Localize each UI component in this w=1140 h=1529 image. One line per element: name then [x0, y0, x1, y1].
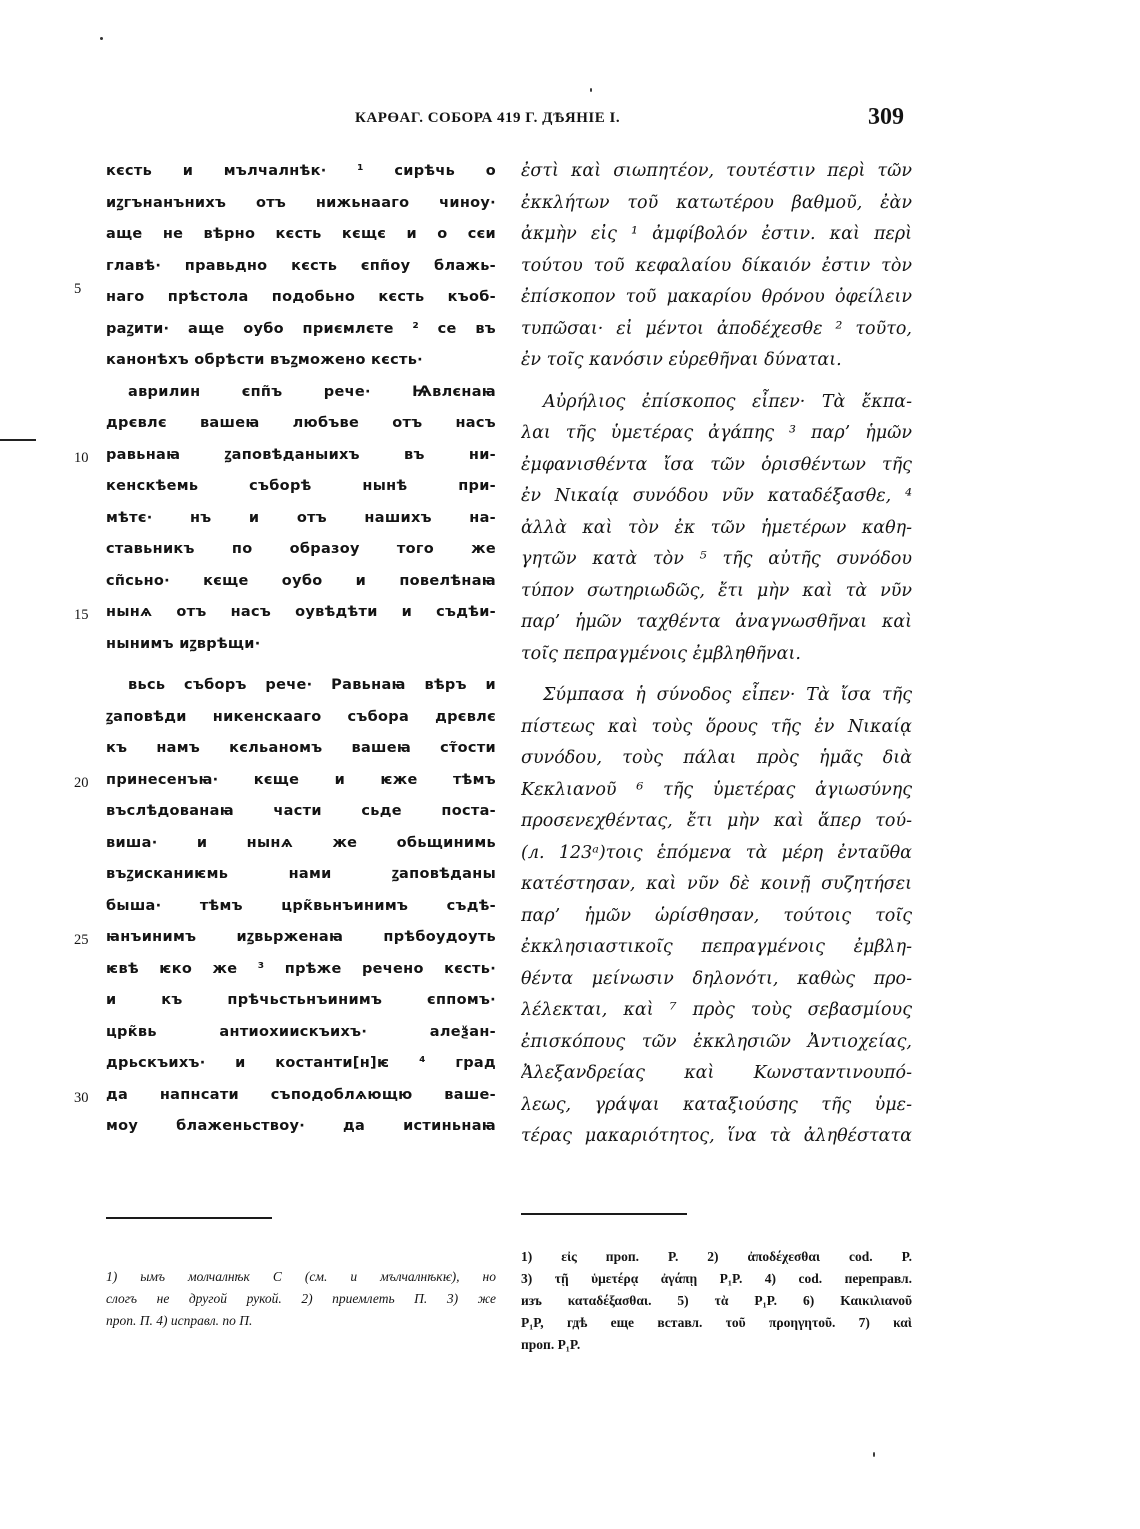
- text-line: въꙁисканиѥмь нами ꙁаповѣданы: [106, 866, 496, 882]
- footnote-line: проп. P₁P.: [521, 1337, 581, 1352]
- footnote-line: 1) ымъ молчалнѣк С (см. и мълчалнѣкѥ), но: [106, 1269, 496, 1284]
- text-line: λέλεκται, καὶ ⁷ πρὸς τοὺς σεβασμίους: [521, 1000, 912, 1020]
- text-line: и къ прѣчьстьнъинимъ єппомъ·: [106, 992, 496, 1008]
- text-line: въслѣдованаꙗ части сьде поста-: [106, 803, 496, 819]
- text-line: вьсь съборъ рече· Равьнаꙗ вѣръ и: [128, 677, 496, 693]
- text-line: быша· тѣмъ црк̃вьнъинимъ съдѣ-: [106, 897, 496, 914]
- text-line: παρ’ ἡμῶν ὡρίσθησαν, τούτοις τοῖς: [521, 905, 912, 926]
- text-line: κατέστησαν, καὶ νῦν δὲ κοινῇ συζητήσει: [521, 874, 912, 894]
- text-line: ἀλλὰ καὶ τὸν ἐκ τῶν ἡμετέρων καθη-: [521, 517, 912, 538]
- footnote-rule-right: [521, 1213, 687, 1215]
- text-line: ἐκκλήτων τοῦ κατωτέρου βαθμοῦ, ἐὰν: [521, 192, 912, 213]
- footnote-line: P₁P, гдѣ еще вставл. τοῦ προηγητοῦ. 7) καὶ: [521, 1315, 912, 1330]
- text-line: Κεκλιανοῦ ⁶ τῆς ὑμετέρας ἁγιωσύνης: [521, 779, 912, 800]
- text-line: раꙁити· аще оубо приємлєте ² се въ: [106, 320, 496, 337]
- slavonic-column: [106, 156, 496, 1143]
- text-line: (л. 123ᵃ)τοις ἑπόμενα τὰ μέρη ἐνταῦθα: [521, 842, 912, 863]
- text-line: иꙁгънанънихъ отъ нижьнааго чиноу·: [106, 194, 496, 211]
- text-line: канонѣхъ обрѣсти въꙁможено кєсть·: [106, 352, 423, 368]
- text-line: црк̃вь антиохиискъихъ· алеѯан-: [106, 1023, 496, 1040]
- footnote-line: 3) τῇ ὑμετέρᾳ ἀγάπῃ P₁P. 4) cod. переправл.: [521, 1271, 912, 1286]
- text-line: ѥвѣ ѥко же ³ прѣже речено кєсть·: [106, 960, 496, 977]
- text-line: главѣ· правьдно кєсть єпп̃оу блажь-: [106, 257, 496, 274]
- text-line: γητῶν κατὰ τὸν ⁵ τῆς αὐτῆς συνόδου: [521, 549, 912, 569]
- text-line: равьнаꙗ ꙁаповѣданыихъ въ ни-: [106, 446, 496, 463]
- text-line: ἐν Νικαίᾳ συνόδου νῦν καταδέξασθε, ⁴: [521, 486, 912, 506]
- text-line: λαι τῆς ὑμετέρας ἀγάπης ³ παρ’ ἡμῶν: [521, 423, 912, 443]
- text-line: да напнсати съподоблѧющю ваше-: [106, 1086, 496, 1103]
- text-line: ἐπισκόπους τῶν ἐκκλησιῶν Ἀντιοχείας,: [521, 1031, 912, 1052]
- footnotes-left: [106, 1266, 496, 1332]
- text-line: Σύμπασα ἡ σύνοδος εἶπεν· Τὰ ἴσα τῆς: [543, 685, 912, 705]
- text-line: ставьникъ по образоу того же: [106, 541, 496, 557]
- scan-speck: [100, 37, 103, 40]
- text-line: дрєвлє вашеꙗ любъве отъ насъ: [106, 415, 496, 431]
- text-line: нынѧ отъ насъ оувѣдѣти и съдѣи-: [106, 604, 496, 620]
- text-line: сп̃сьно· кєще оубо и повелѣнаꙗ: [106, 572, 496, 589]
- text-line: λεως, γράψαι καταξιούσης τῆς ὑμε-: [521, 1094, 912, 1115]
- text-line: συνόδου, τοὺς πάλαι πρὸς ἡμᾶς διὰ: [521, 748, 912, 768]
- running-title: КАРӨАГ. СОБОРА 419 Г. ДѢЯНІЕ I.: [355, 110, 621, 126]
- text-line: мѣтє· нъ и отъ нашихъ на-: [106, 509, 496, 526]
- text-line: τύπον σωτηριωδῶς, ἔτι μὴν καὶ τὰ νῦν: [521, 580, 912, 601]
- text-line: кєсть и мълчалнѣк· ¹ сирѣчь о: [106, 163, 496, 179]
- footnote-line: слогъ не другой рукой. 2) приемлеть П. 3) же: [106, 1291, 496, 1306]
- text-line: Ἀλεξανδρείας καὶ Κωνσταντινουπό-: [521, 1063, 912, 1083]
- text-line: ἐστὶ καὶ σιωπητέον, τουτέστιν περὶ τῶν: [521, 161, 912, 181]
- text-line: виша· и нынѧ же обьщинимь: [106, 834, 496, 851]
- text-line: нынимъ иꙁврѣщи·: [106, 635, 261, 652]
- text-line: принесенъꙗ· кєще и ѥже тѣмъ: [106, 771, 496, 788]
- text-line: моу блаженьствоу· да истиньнаꙗ: [106, 1118, 496, 1134]
- line-number: 15: [74, 607, 89, 623]
- text-line: θέντα μείνωσιν δηλονότι, καθὼς προ-: [521, 968, 912, 989]
- margin-mark: [0, 439, 36, 441]
- text-line: дрьскъихъ· и костанти[н]ѥ ⁴ град: [106, 1055, 496, 1071]
- text-line: ἐκκλησιαστικοῖς πεπραγμένοις ἐμβλη-: [521, 937, 912, 957]
- line-number: 25: [74, 932, 89, 948]
- line-number: 10: [74, 450, 89, 466]
- text-line: ꙁаповѣди никенскаагo събора дрєвлє: [106, 708, 496, 725]
- scan-speck: [590, 88, 592, 92]
- line-number: 20: [74, 775, 89, 791]
- text-line: ἀκμὴν εἰς ¹ ἀμφίβολόν ἐστιν. καὶ περὶ: [521, 224, 912, 244]
- text-line: τούτου τοῦ κεφαλαίου δίκαιόν ἐστιν τὸν: [521, 255, 912, 276]
- text-line: προσενεχθέντας, ἔτι μὴν καὶ ἅπερ τού-: [521, 811, 912, 831]
- text-line: παρ’ ἡμῶν ταχθέντα ἀναγνωσθῆναι καὶ: [521, 612, 912, 632]
- footnote-line: изъ καταδέξασθαι. 5) τὰ P₁P. 6) Καικιλιανοῦ: [521, 1293, 912, 1308]
- footnote-rule-left: [106, 1217, 272, 1219]
- scan-speck: [873, 1452, 875, 1457]
- page-header: [0, 104, 1140, 140]
- text-line: τυπῶσαι· εἰ μέντοι ἀποδέχεσθε ² τοῦτο,: [521, 318, 912, 339]
- text-line: τοῖς πεπραγμένοις ἐμβληθῆναι.: [521, 643, 801, 664]
- line-number: 5: [74, 281, 82, 297]
- text-line: ἐν τοῖς κανόσιν εὑρεθῆναι δύναται.: [521, 350, 842, 370]
- text-line: Αὐρήλιος ἐπίσκοπος εἶπεν· Τὰ ἔκπα-: [543, 391, 912, 412]
- page-number: 309: [868, 104, 904, 130]
- footnotes-right: [521, 1246, 912, 1356]
- text-line: кенскѣемь съборѣ нынѣ при-: [106, 478, 496, 494]
- footnote-line: 1) εἰς проп. P. 2) ἀποδέχεσθαι cod. P.: [521, 1249, 912, 1264]
- text-line: ꙗнъинимъ иꙁвьрженаꙗ прѣбоудоуть: [106, 929, 496, 945]
- line-number: 30: [74, 1090, 89, 1106]
- text-line: πίστεως καὶ τοὺς ὅρους τῆς ἐν Νικαίᾳ: [521, 716, 912, 737]
- text-line: аврилин єпп̃ъ рече· Ѩвлєнаꙗ: [128, 383, 496, 400]
- text-line: ἐπίσκοπον τοῦ μακαρίου θρόνου ὀφείλειν: [521, 287, 912, 307]
- greek-column: [521, 156, 912, 1153]
- text-line: аще не вѣрно кєсть кєщє и о сєи: [106, 226, 496, 242]
- text-line: къ намъ кєльаномъ вашеꙗ ст̃ости: [106, 740, 496, 756]
- text-line: τέρας μακαριότητος, ἵνα τὰ ἀληθέστατα: [521, 1126, 912, 1146]
- text-line: ἐμφανισθέντα ἴσα τῶν ὁρισθέντων τῆς: [521, 454, 912, 475]
- text-line: наго прѣстола подобьно кєсть къоб-: [106, 289, 496, 305]
- footnote-line: проп. П. 4) исправл. по П.: [106, 1313, 253, 1328]
